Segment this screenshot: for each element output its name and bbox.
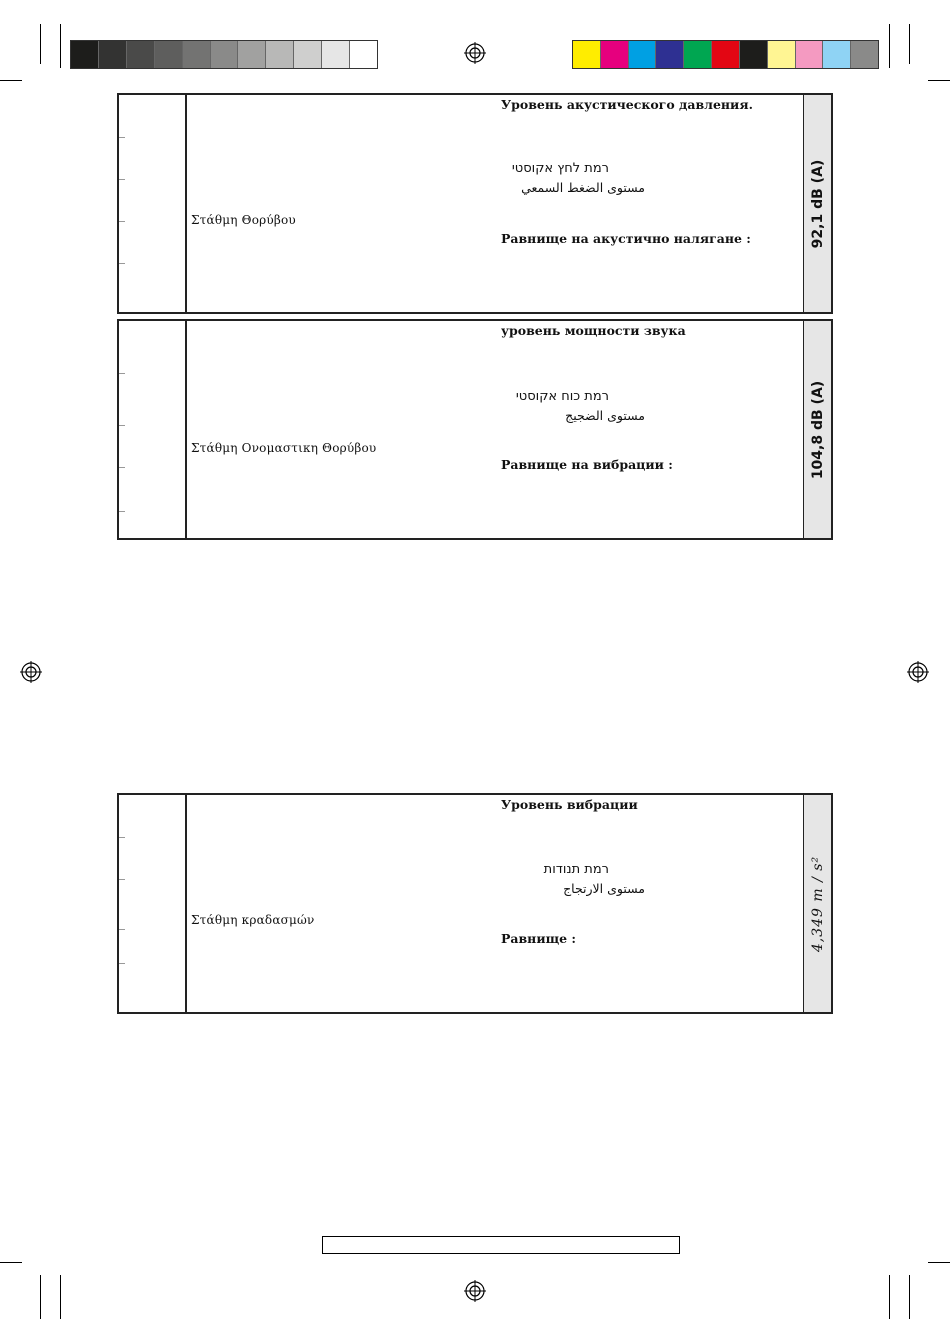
blank-column xyxy=(119,321,187,538)
registration-mark-icon xyxy=(464,1280,486,1302)
crop-mark xyxy=(909,1275,910,1319)
registration-mark-icon xyxy=(907,661,929,683)
grayscale-swatch xyxy=(238,41,266,68)
vibration-table xyxy=(117,793,833,1014)
greek-column xyxy=(187,95,493,312)
crop-mark xyxy=(909,24,910,64)
crop-mark xyxy=(889,24,890,68)
arabic-label: مستوى الضجيج xyxy=(565,408,645,423)
bulgarian-label: Равнище на вибрации : xyxy=(501,457,673,472)
grayscale-swatch xyxy=(71,41,99,68)
hebrew-label: רמת תנודות xyxy=(543,862,609,877)
arabic-label: مستوى الارتجاج xyxy=(563,881,645,896)
crop-mark xyxy=(60,24,61,68)
hebrew-label: רמת כוח אקוסטי xyxy=(515,389,609,404)
greek-column xyxy=(187,321,493,538)
process-swatch xyxy=(768,41,796,68)
bulgarian-label: Равнище : xyxy=(501,931,577,946)
greek-label: Στάθμη κραδασμών xyxy=(191,913,315,927)
process-swatch xyxy=(656,41,684,68)
crop-mark xyxy=(40,24,41,64)
process-swatch xyxy=(740,41,768,68)
value-column xyxy=(804,95,831,312)
grayscale-swatch xyxy=(183,41,211,68)
process-swatch xyxy=(796,41,824,68)
crop-mark xyxy=(0,1262,22,1263)
process-swatch xyxy=(573,41,601,68)
value-column xyxy=(804,795,831,1012)
grayscale-color-bar xyxy=(70,40,378,69)
process-swatch xyxy=(823,41,851,68)
grayscale-swatch xyxy=(99,41,127,68)
process-swatch xyxy=(684,41,712,68)
process-swatch xyxy=(601,41,629,68)
labels-column xyxy=(493,795,805,1012)
sound-pressure-table xyxy=(117,93,833,314)
crop-mark xyxy=(928,1262,950,1263)
greek-label: Στάθμη Θορύβου xyxy=(191,213,296,227)
labels-column xyxy=(493,321,805,538)
registration-mark-icon xyxy=(20,661,42,683)
russian-label: уровень мощности звука xyxy=(501,323,686,338)
sound-power-value: 104,8 dB (A) xyxy=(809,380,826,479)
registration-mark-icon xyxy=(464,42,486,64)
crop-mark xyxy=(60,1275,61,1319)
footer-box xyxy=(322,1236,680,1254)
process-swatch xyxy=(851,41,878,68)
vibration-value: 4,349 m / s² xyxy=(809,855,826,952)
process-swatch xyxy=(712,41,740,68)
grayscale-swatch xyxy=(294,41,322,68)
arabic-label: مستوى الضغط السمعي xyxy=(521,180,645,195)
crop-mark xyxy=(889,1275,890,1319)
process-swatch xyxy=(629,41,657,68)
crop-mark xyxy=(928,80,950,81)
russian-label: Уровень акустического давления. xyxy=(501,97,753,112)
blank-column xyxy=(119,795,187,1012)
value-column xyxy=(804,321,831,538)
grayscale-swatch xyxy=(322,41,350,68)
crop-mark xyxy=(0,80,22,81)
grayscale-swatch xyxy=(211,41,239,68)
blank-column xyxy=(119,95,187,312)
crop-mark xyxy=(40,1275,41,1319)
grayscale-swatch xyxy=(155,41,183,68)
labels-column xyxy=(493,95,805,312)
process-color-bar xyxy=(572,40,879,69)
bulgarian-label: Равнище на акустично налягане : xyxy=(501,231,751,246)
sound-pressure-value: 92,1 dB (A) xyxy=(809,159,826,248)
russian-label: Уровень вибрации xyxy=(501,797,638,812)
grayscale-swatch xyxy=(350,41,377,68)
grayscale-swatch xyxy=(266,41,294,68)
hebrew-label: רמת לחץ אקוסטי xyxy=(511,161,609,176)
sound-power-table xyxy=(117,319,833,540)
grayscale-swatch xyxy=(127,41,155,68)
greek-column xyxy=(187,795,493,1012)
greek-label: Στάθμη Ονομαστικη Θορύβου xyxy=(191,441,377,455)
